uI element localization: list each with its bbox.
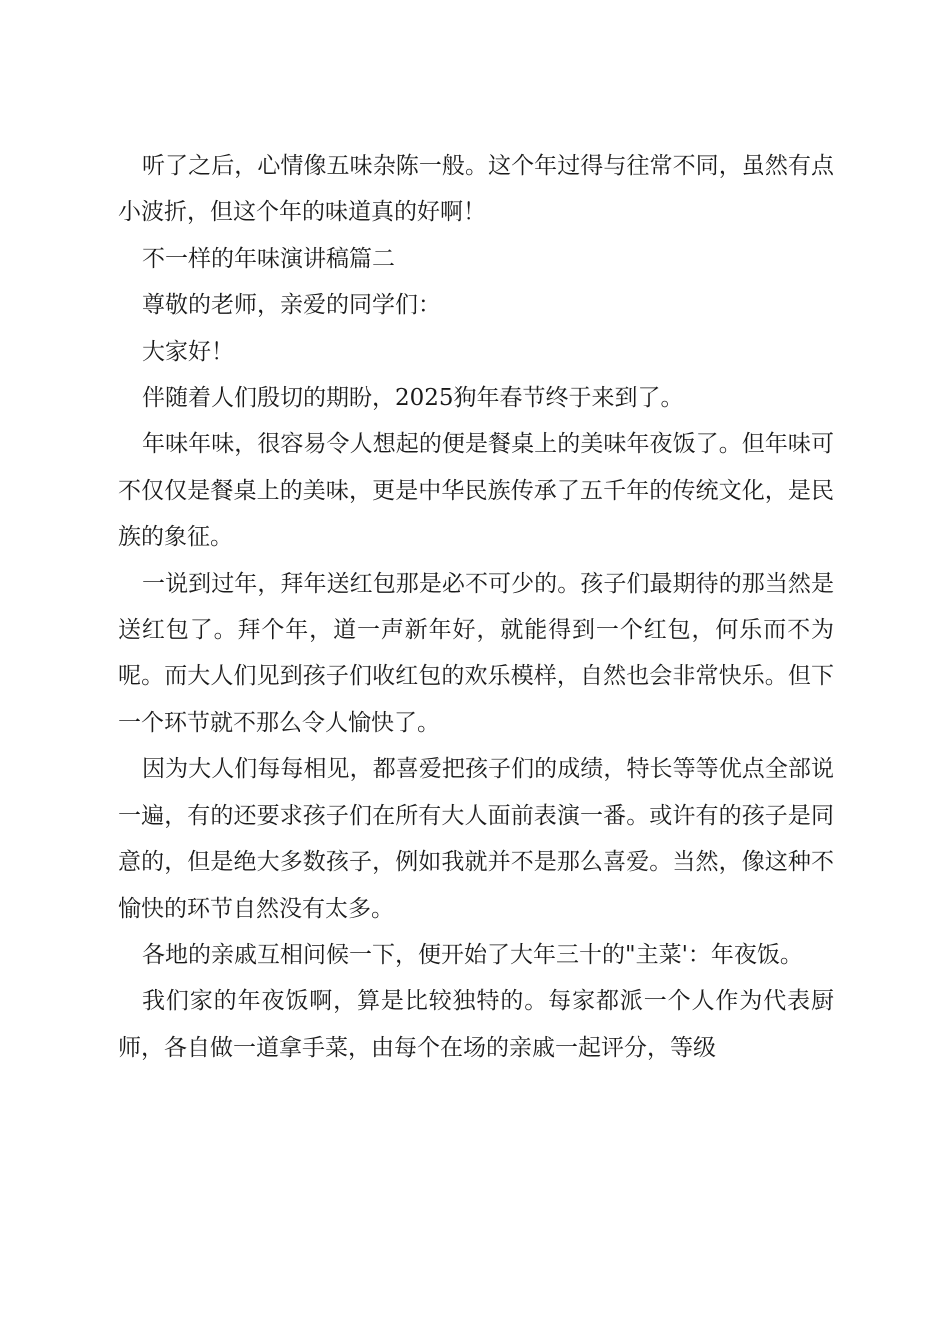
paragraph: 因为大人们每每相见，都喜爱把孩子们的成绩，特长等等优点全部说一遍，有的还要求孩子们在所有大人面前表演一番。或许有的孩子是同意的，但是绝大多数孩子，例如我就并不是那么喜爱。当然，像这种不愉快的环节自然没有太多。 [118,756,834,922]
paragraph: 年味年味，很容易令人想起的便是餐桌上的美味年夜饭了。但年味可不仅仅是餐桌上的美味，更是中华民族传承了五千年的传统文化，是民族的象征。 [118,431,834,551]
paragraph: 听了之后，心情像五味杂陈一般。这个年过得与往常不同，虽然有点小波折，但这个年的味道真的好啊！ [118,153,834,226]
paragraph: 我们家的年夜饭啊，算是比较独特的。每家都派一个人作为代表厨师，各自做一道拿手菜，由每个在场的亲戚一起评分，等级 [118,988,834,1061]
section-heading: 不一样的年味演讲稿篇二 [142,245,395,272]
salutation: 尊敬的老师，亲爱的同学们： [142,292,441,319]
paragraph: 一说到过年，拜年送红包那是必不可少的。孩子们最期待的那当然是送红包了。拜个年，道一声新年好，就能得到一个红包，何乐而不为呢。而大人们见到孩子们收红包的欢乐模样，自然也会非常快乐。但下一个环节就不那么令人愉快了。 [118,570,834,736]
paragraph: 伴随着人们殷切的期盼，2025狗年春节终于来到了。 [142,385,684,412]
document-page [118,143,834,1071]
greeting: 大家好！ [142,338,234,365]
paragraph: 各地的亲戚互相问候一下，便开始了大年三十的"主菜'：年夜饭。 [142,941,803,968]
